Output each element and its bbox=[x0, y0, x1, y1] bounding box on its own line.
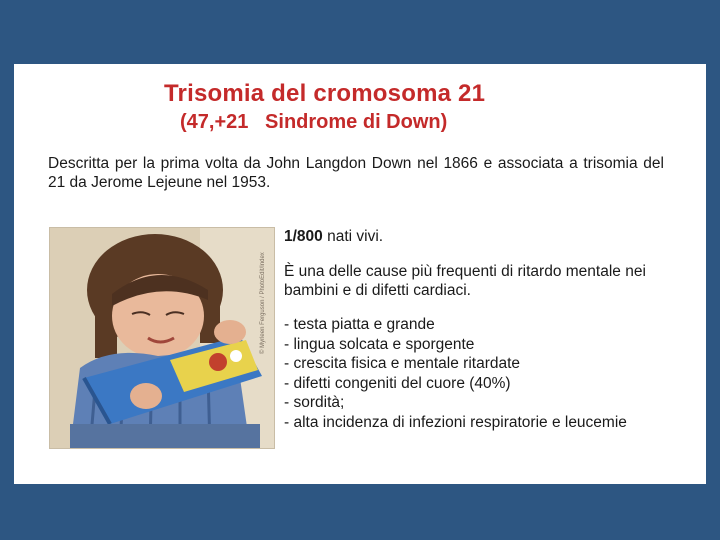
incidence-line bbox=[284, 227, 694, 246]
features-list bbox=[284, 315, 694, 432]
feature-item: - lingua solcata e sporgente bbox=[284, 335, 694, 355]
feature-item: - sordità; bbox=[284, 393, 694, 413]
slide-title: Trisomia del cromosoma 21 bbox=[164, 80, 486, 107]
photo-illustration bbox=[50, 228, 274, 448]
right-text-column bbox=[284, 227, 694, 432]
slide-subtitle: (47,+21 Sindrome di Down) bbox=[180, 111, 448, 133]
photo-credit: © Myrleen Ferguson / PhotoEdit/Index bbox=[260, 252, 266, 354]
feature-item: - testa piatta e grande bbox=[284, 315, 694, 335]
incidence-value: 1/800 bbox=[284, 228, 323, 245]
feature-item: - alta incidenza di infezioni respiratorie e leucemie bbox=[284, 413, 694, 433]
feature-item: - difetti congeniti del cuore (40%) bbox=[284, 374, 694, 394]
causes-paragraph: È una delle cause più frequenti di ritardo mentale nei bambini e di difetti cardiaci. bbox=[284, 263, 646, 299]
intro-paragraph: Descritta per la prima volta da John Langdon Down nel 1866 e associata a trisomia del 21 da Jerome Lejeune nel 1953. bbox=[48, 155, 664, 191]
feature-item: - crescita fisica e mentale ritardate bbox=[284, 354, 694, 374]
child-with-toy-guitar-photo bbox=[50, 228, 274, 448]
slide bbox=[14, 64, 706, 484]
incidence-text: nati vivi. bbox=[322, 228, 384, 245]
